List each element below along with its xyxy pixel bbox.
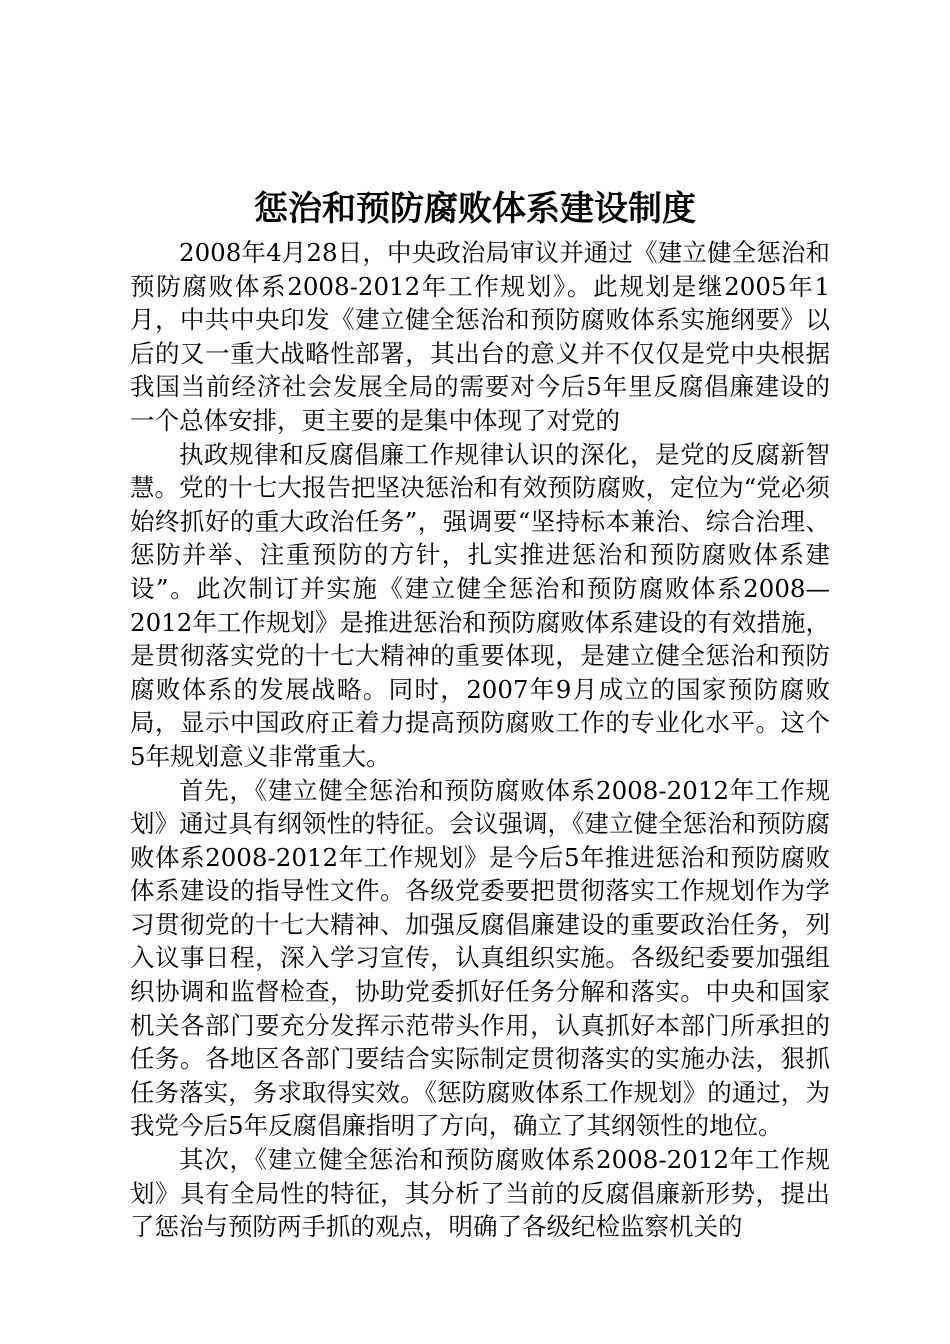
paragraph-3: 首先，《建立健全惩治和预防腐败体系2008-2012年工作规划》通过具有纲领性的特征。会议强调，《建立健全惩治和预防腐败体系2008-2012年工作规划》是今后5年推进惩治和预防腐败体系建设的指导性文件。各级党委要把贯彻落实工作规划作为学习贯彻党的十七大精神、加强反腐倡廉建设的重要政治任务，列入议事日程，深入学习宣传，认真组织实施。各级纪委要加强组织协调和监督检查，协助党委抓好任务分解和落实。中央和国家机关各部门要充分发挥示范带头作用，认真抓好本部门所承担的任务。各地区各部门要结合实际制定贯彻落实的实施办法，狠抓任务落实，务求取得实效。《惩防腐败体系工作规划》的通过，为我党今后5年反腐倡廉指明了方向，确立了其纲领性的地位。	[130, 775, 830, 1141]
paragraph-2: 执政规律和反腐倡廉工作规律认识的深化，是党的反腐新智慧。党的十七大报告把坚决惩治和有效预防腐败，定位为“党必须始终抓好的重大政治任务”，强调要“坚持标本兼治、综合治理、惩防并举、注重预防的方针，扎实推进惩治和预防腐败体系建设”。此次制订并实施《建立健全惩治和预防腐败体系2008—2012年工作规划》是推进惩治和预防腐败体系建设的有效措施，是贯彻落实党的十七大精神的重要体现，是建立健全惩治和预防腐败体系的发展战略。同时，2007年9月成立的国家预防腐败局，显示中国政府正着力提高预防腐败工作的专业化水平。这个5年规划意义非常重大。	[130, 439, 830, 771]
paragraph-4: 其次，《建立健全惩治和预防腐败体系2008-2012年工作规划》具有全局性的特征，其分析了当前的反腐倡廉新形势，提出了惩治与预防两手抓的观点，明确了各级纪检监察机关的	[130, 1145, 830, 1242]
document-title: 惩治和预防腐败体系建设制度	[254, 189, 696, 229]
paragraph-1: 2008年4月28日，中央政治局审议并通过《建立健全惩治和预防腐败体系2008-2012年工作规划》。此规划是继2005年1月，中共中央印发《建立健全惩治和预防腐败体系实施纲要》以后的又一重大战略性部署，其出台的意义并不仅仅是党中央根据我国当前经济社会发展全局的需要对今后5年里反腐倡廉建设的一个总体安排，更主要的是集中体现了对党的	[130, 238, 830, 435]
document-body	[130, 236, 830, 1244]
